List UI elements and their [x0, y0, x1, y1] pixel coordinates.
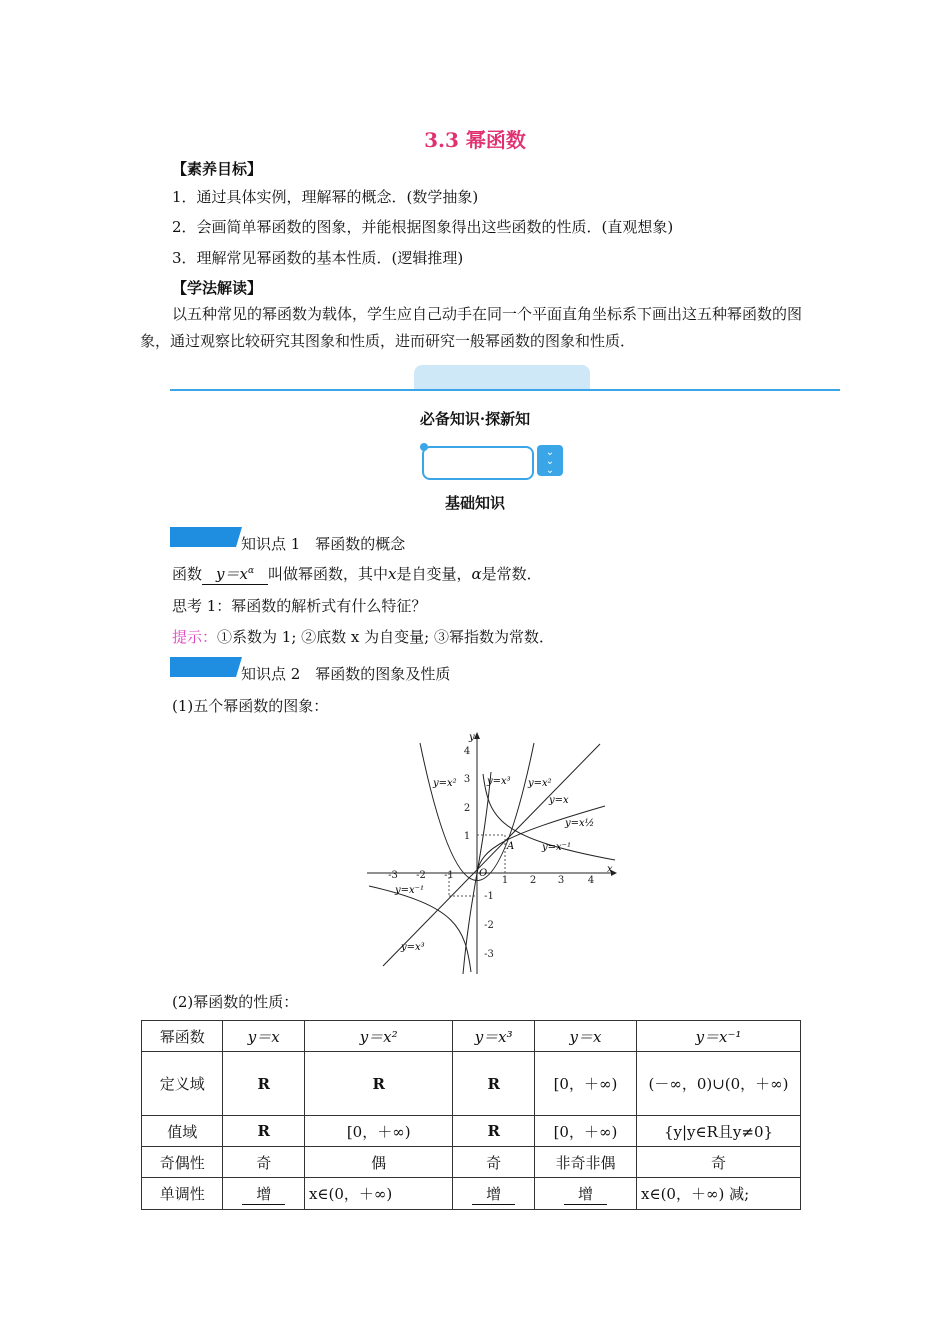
- power-function-graph: [365, 728, 625, 978]
- table-cell: 非奇非偶: [534, 1147, 636, 1178]
- goals-header: 【素养目标】: [172, 160, 263, 178]
- table-cell: 值域: [142, 1116, 223, 1147]
- table-row: [142, 1116, 801, 1147]
- x-tick: -2: [416, 870, 426, 881]
- page-title: 3.3 幂函数: [424, 128, 526, 152]
- curve-label: y=x⁻¹: [542, 842, 571, 853]
- table-row: [142, 1052, 801, 1116]
- hint-label: 提示：: [172, 628, 218, 646]
- curve-label: y=x: [549, 795, 569, 806]
- kp2-label: 知识点 2 幂函数的图象及性质: [241, 665, 451, 683]
- subsection-badge: [422, 446, 534, 480]
- section-divider: [170, 389, 840, 391]
- chevron-down-icon: ⌄ ⌄ ⌄: [537, 445, 563, 476]
- table-row: [142, 1147, 801, 1178]
- curve-label: y=x½: [565, 818, 595, 829]
- kp1-definition: 函数 $y=x^\alpha$ 叫做幂函数，其中x是自变量，α是常数．: [172, 565, 542, 583]
- method-header: 【学法解读】: [172, 279, 263, 297]
- hint-text: ①系数为 1; ②底数 x 为自变量; ③幂指数为常数．: [217, 628, 554, 646]
- origin-label: O: [479, 868, 488, 879]
- y-tick: 2: [463, 803, 471, 814]
- curve-label: y=x³: [487, 776, 511, 787]
- kp1-marker: [170, 527, 236, 547]
- properties-table: [141, 1020, 801, 1210]
- x-tick: 1: [501, 875, 509, 886]
- x-tick: 3: [557, 875, 565, 886]
- subsection-heading: 基础知识: [444, 494, 505, 512]
- y-axis-arrow-icon: [474, 732, 480, 739]
- table-cell: R: [223, 1116, 304, 1147]
- curve-label: y=x²: [433, 778, 457, 789]
- section-heading: 必备知识·探新知: [419, 410, 531, 428]
- table-cell: R: [453, 1052, 534, 1116]
- kp1-label: 知识点 1 幂函数的概念: [241, 535, 406, 553]
- curve-x-half: [477, 806, 605, 873]
- goal-item-3: 3．理解常见幂函数的基本性质．(逻辑推理): [172, 249, 464, 267]
- x-tick: -3: [388, 870, 398, 881]
- table-cell: 定义域: [142, 1052, 223, 1116]
- y-axis-label: y: [469, 732, 475, 743]
- table-cell: x∈(0，＋∞) 减;: [637, 1178, 801, 1210]
- table-header: y＝x³: [453, 1021, 534, 1052]
- method-text: 以五种常见的幂函数为载体，学生应自己动手在同一个平面直角坐标系下画出这五种幂函数的图象，通过观察比较研究其图象和性质，进而研究一般幂函数的图象和性质．: [140, 305, 803, 350]
- y-tick: -1: [484, 891, 494, 902]
- table-cell: R: [223, 1052, 304, 1116]
- table-cell: 偶: [304, 1147, 453, 1178]
- point-a-label: A: [507, 841, 515, 852]
- table-header: y＝x²: [304, 1021, 453, 1052]
- y-tick: -2: [484, 920, 494, 931]
- table-header: y＝x: [534, 1021, 636, 1052]
- goal-item-2: 2．会画简单幂函数的图象，并能根据图象得出这些函数的性质．(直观想象): [172, 218, 674, 236]
- table-cell: R: [453, 1116, 534, 1147]
- table-cell: 奇偶性: [142, 1147, 223, 1178]
- badge-dot-icon: [420, 443, 428, 451]
- graph-caption: (1)五个幂函数的图象：: [172, 697, 329, 715]
- x-tick: -1: [444, 870, 454, 881]
- table-cell: {y|y∈R且y≠0}: [637, 1116, 801, 1147]
- y-tick: -3: [484, 949, 494, 960]
- section-banner-tab: [414, 365, 590, 391]
- y-tick: 4: [463, 746, 471, 757]
- curve-label: y=x²: [528, 778, 552, 789]
- y-tick: 3: [463, 774, 471, 785]
- table-cell: [0，＋∞): [534, 1052, 636, 1116]
- table-cell: 增: [453, 1178, 534, 1210]
- goal-item-1: 1．通过具体实例，理解幂的概念．(数学抽象): [172, 188, 479, 206]
- curve-label: y=x⁻¹: [395, 885, 424, 896]
- table-header: y＝x: [223, 1021, 304, 1052]
- table-cell: 奇: [453, 1147, 534, 1178]
- table-cell: [0，＋∞): [534, 1116, 636, 1147]
- curve-inverse-left: [369, 886, 471, 972]
- x-tick: 2: [529, 875, 537, 886]
- table-cell: 奇: [223, 1147, 304, 1178]
- table-cell: 单调性: [142, 1178, 223, 1210]
- x-tick: 4: [587, 875, 595, 886]
- kp2-marker: [170, 657, 236, 677]
- table-cell: R: [304, 1052, 453, 1116]
- props-caption: (2)幂函数的性质：: [172, 993, 299, 1011]
- table-header-row: [142, 1021, 801, 1052]
- y-tick: 1: [463, 831, 471, 842]
- table-header: 幂函数: [142, 1021, 223, 1052]
- kp1-think: 思考 1：幂函数的解析式有什么特征？: [172, 597, 427, 615]
- x-axis-label: x: [607, 864, 613, 875]
- table-cell: x∈(0，＋∞): [304, 1178, 453, 1210]
- table-cell: (－∞，0)∪(0，＋∞): [637, 1052, 801, 1116]
- table-header: y＝x⁻¹: [637, 1021, 801, 1052]
- kp1-hint: [172, 626, 554, 647]
- table-row: [142, 1178, 801, 1210]
- table-cell: [0，＋∞): [304, 1116, 453, 1147]
- table-cell: 奇: [637, 1147, 801, 1178]
- table-cell: 增: [223, 1178, 304, 1210]
- curve-label: y=x³: [401, 942, 425, 953]
- table-cell: 增: [534, 1178, 636, 1210]
